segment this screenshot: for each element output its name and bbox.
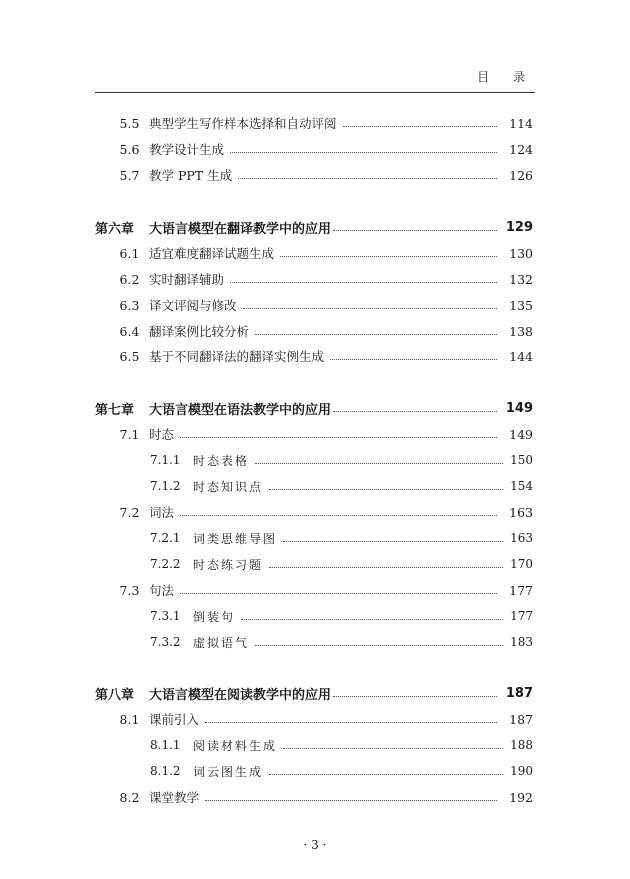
toc-entry-7-3-2[interactable] bbox=[0, 632, 630, 652]
dot-leader bbox=[255, 463, 503, 464]
entry-title: 实时翻译辅助 bbox=[149, 272, 225, 287]
page-number: · 3 · bbox=[303, 838, 327, 852]
entry-number: 7.2.1 bbox=[150, 531, 181, 545]
dot-leader bbox=[280, 256, 497, 257]
entry-title: 词法 bbox=[149, 505, 175, 520]
entry-page: 135 bbox=[509, 297, 533, 313]
entry-number: 8.1.2 bbox=[150, 764, 181, 778]
entry-number: 6.4 bbox=[119, 323, 140, 339]
dot-leader bbox=[333, 230, 497, 231]
toc-entry-6-1[interactable] bbox=[0, 243, 630, 263]
entry-title: 适宜难度翻译试题生成 bbox=[149, 246, 275, 261]
entry-title: 时态 bbox=[149, 427, 175, 442]
dot-leader bbox=[230, 152, 497, 153]
entry-title: 教学 PPT 生成 bbox=[149, 168, 233, 183]
entry-page: 126 bbox=[509, 167, 533, 183]
entry-title: 翻译案例比较分析 bbox=[149, 324, 250, 339]
entry-title: 时态练习题 bbox=[193, 557, 264, 572]
toc-entry-5-5[interactable] bbox=[0, 113, 630, 133]
toc-entry-6-3[interactable] bbox=[0, 295, 630, 315]
entry-page: 149 bbox=[509, 426, 533, 442]
entry-title: 句法 bbox=[149, 583, 175, 598]
entry-page: 177 bbox=[509, 582, 533, 598]
chapter-title: 大语言模型在语法教学中的应用 bbox=[149, 402, 332, 418]
entry-number: 8.2 bbox=[119, 789, 140, 805]
chapter-number: 第六章 bbox=[95, 221, 135, 237]
entry-title: 阅读材料生成 bbox=[193, 738, 278, 753]
entry-number: 6.3 bbox=[119, 297, 140, 313]
toc-chapter-6[interactable] bbox=[0, 217, 630, 237]
entry-number: 7.1 bbox=[119, 426, 140, 442]
chapter-number: 第八章 bbox=[95, 687, 135, 703]
entry-title: 典型学生写作样本选择和自动评阅 bbox=[149, 116, 337, 131]
entry-title: 基于不同翻译法的翻译实例生成 bbox=[149, 349, 325, 364]
entry-number: 7.1.2 bbox=[150, 479, 181, 493]
entry-page: 150 bbox=[510, 453, 533, 467]
entry-number: 8.1.1 bbox=[150, 738, 181, 752]
entry-number: 7.3.1 bbox=[150, 609, 181, 623]
toc-entry-7-3-1[interactable] bbox=[0, 606, 630, 626]
dot-leader bbox=[269, 774, 503, 775]
dot-leader bbox=[205, 722, 497, 723]
entry-number: 7.1.1 bbox=[150, 453, 181, 467]
toc-entry-8-1-2[interactable] bbox=[0, 761, 630, 781]
entry-page: 132 bbox=[509, 271, 533, 287]
dot-leader bbox=[269, 489, 503, 490]
toc-chapter-7[interactable] bbox=[0, 398, 630, 418]
chapter-page: 187 bbox=[505, 685, 533, 701]
entry-title: 教学设计生成 bbox=[149, 142, 225, 157]
entry-number: 7.2.2 bbox=[150, 557, 181, 571]
toc-entry-7-1-1[interactable] bbox=[0, 450, 630, 470]
toc-entry-8-1-1[interactable] bbox=[0, 735, 630, 755]
entry-page: 187 bbox=[509, 711, 533, 727]
chapter-title: 大语言模型在阅读教学中的应用 bbox=[149, 687, 332, 703]
toc-chapter-8[interactable] bbox=[0, 683, 630, 703]
entry-page: 138 bbox=[509, 323, 533, 339]
dot-leader bbox=[241, 619, 503, 620]
entry-number: 5.5 bbox=[119, 115, 140, 131]
chapter-page: 149 bbox=[505, 400, 533, 416]
header-rule bbox=[95, 92, 535, 93]
entry-title: 词云图生成 bbox=[193, 764, 264, 779]
entry-page: 188 bbox=[510, 738, 533, 752]
dot-leader bbox=[333, 696, 497, 697]
entry-page: 124 bbox=[509, 141, 533, 157]
dot-leader bbox=[333, 411, 497, 412]
entry-page: 177 bbox=[510, 609, 533, 623]
dot-leader bbox=[230, 282, 497, 283]
entry-page: 163 bbox=[509, 504, 533, 520]
entry-title: 时态表格 bbox=[193, 453, 250, 468]
entry-number: 6.2 bbox=[119, 271, 140, 287]
toc-entry-5-7[interactable] bbox=[0, 165, 630, 185]
chapter-title: 大语言模型在翻译教学中的应用 bbox=[149, 221, 332, 237]
dot-leader bbox=[180, 437, 497, 438]
entry-number: 8.1 bbox=[119, 711, 140, 727]
entry-page: 190 bbox=[510, 764, 533, 778]
entry-page: 163 bbox=[510, 531, 533, 545]
dot-leader bbox=[255, 645, 503, 646]
dot-leader bbox=[180, 593, 497, 594]
entry-title: 译文评阅与修改 bbox=[149, 298, 237, 313]
dot-leader bbox=[330, 359, 497, 360]
entry-page: 114 bbox=[509, 115, 533, 131]
dot-leader bbox=[205, 800, 497, 801]
dot-leader bbox=[269, 567, 503, 568]
entry-title: 虚拟语气 bbox=[193, 635, 250, 650]
dot-leader bbox=[343, 126, 497, 127]
entry-number: 5.7 bbox=[119, 167, 140, 183]
entry-page: 144 bbox=[509, 348, 533, 364]
entry-page: 192 bbox=[509, 789, 533, 805]
toc-entry-7-2-1[interactable] bbox=[0, 528, 630, 548]
entry-page: 154 bbox=[510, 479, 533, 493]
dot-leader bbox=[255, 334, 497, 335]
toc-entry-5-6[interactable] bbox=[0, 139, 630, 159]
toc-entry-7-2-2[interactable] bbox=[0, 554, 630, 574]
toc-entry-6-4[interactable] bbox=[0, 321, 630, 341]
toc-entry-8-1[interactable] bbox=[0, 709, 630, 729]
entry-number: 5.6 bbox=[119, 141, 140, 157]
toc-entry-7-2[interactable] bbox=[0, 502, 630, 522]
entry-number: 7.3.2 bbox=[150, 635, 181, 649]
toc-entry-7-3[interactable] bbox=[0, 580, 630, 600]
dot-leader bbox=[283, 748, 503, 749]
entry-number: 7.3 bbox=[119, 582, 140, 598]
dot-leader bbox=[243, 308, 497, 309]
toc-entry-6-2[interactable] bbox=[0, 269, 630, 289]
entry-number: 6.1 bbox=[119, 245, 140, 261]
entry-title: 课前引入 bbox=[149, 712, 200, 727]
chapter-number: 第七章 bbox=[95, 402, 135, 418]
chapter-page: 129 bbox=[505, 219, 533, 235]
entry-page: 170 bbox=[510, 557, 533, 571]
toc-entry-8-2[interactable] bbox=[0, 787, 630, 807]
toc-entry-6-5[interactable] bbox=[0, 346, 630, 366]
entry-number: 7.2 bbox=[119, 504, 140, 520]
entry-title: 课堂教学 bbox=[149, 790, 200, 805]
running-header: 目 录 bbox=[477, 70, 535, 84]
entry-title: 词类思维导图 bbox=[193, 531, 278, 546]
dot-leader bbox=[238, 178, 497, 179]
toc-entry-7-1-2[interactable] bbox=[0, 476, 630, 496]
entry-title: 倒装句 bbox=[193, 609, 236, 624]
dot-leader bbox=[283, 541, 503, 542]
entry-number: 6.5 bbox=[119, 348, 140, 364]
entry-page: 130 bbox=[509, 245, 533, 261]
entry-title: 时态知识点 bbox=[193, 479, 264, 494]
toc-entry-7-1[interactable] bbox=[0, 424, 630, 444]
dot-leader bbox=[180, 515, 497, 516]
entry-page: 183 bbox=[510, 635, 533, 649]
